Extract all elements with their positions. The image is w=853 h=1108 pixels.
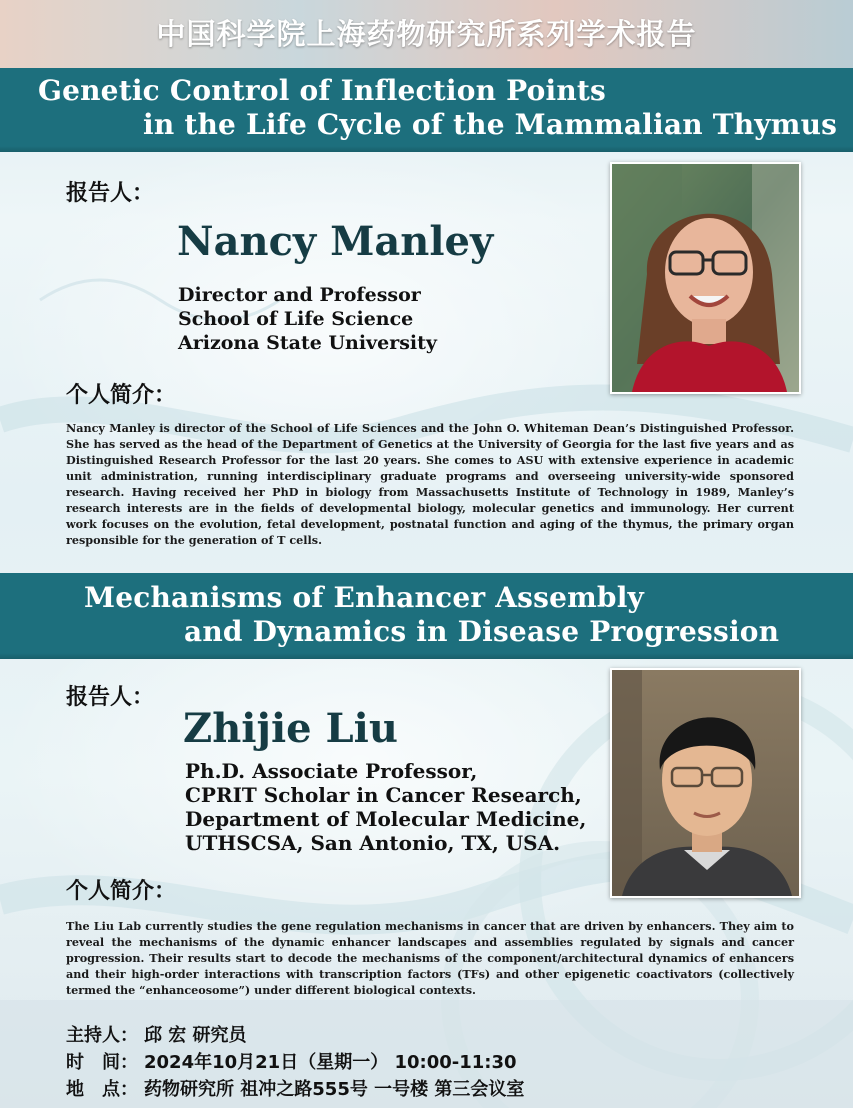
time-row bbox=[66, 1048, 517, 1074]
talk1-bio-text: Nancy Manley is director of the School of Life Sciences and the John O. Whiteman Dean’s Distinguished Professor. She has served as the head of the Department of Genetics at the University of Georgia for the last five years and as Distinguished Research Professor for the last 20 years. She comes to ASU with extensive experience in academic unit administration, running interdisciplinary graduate programs and overseeing university-wide sponsored research. Having received her PhD in biology from Massachusetts Institute of Technology in 1989, Manley’s research interests are in the fields of developmental biology, molecular genetics and immunology. Her current work focuses on the evolution, fetal development, postnatal function and aging of the thymus, the primary organ responsible for the generation of T cells. bbox=[66, 421, 794, 547]
place-label: 地 点： bbox=[66, 1079, 138, 1100]
talk1-affiliation-line1: Director and Professor bbox=[178, 284, 421, 306]
talk1-title-band bbox=[0, 68, 853, 152]
speaker2-photo bbox=[610, 668, 801, 898]
time-label: 时 间： bbox=[66, 1052, 138, 1073]
talk1-speaker-name: Nancy Manley bbox=[177, 218, 494, 265]
host-row bbox=[66, 1021, 247, 1047]
talk1-speaker-label: 报告人： bbox=[66, 181, 155, 206]
header-banner: 中国科学院上海药物研究所系列学术报告 bbox=[156, 17, 697, 51]
talk1-title-line1: Genetic Control of Inflection Points bbox=[38, 74, 607, 107]
talk2-affiliation-line1: Ph.D. Associate Professor, bbox=[185, 759, 478, 783]
place-value: 药物研究所 祖冲之路555号 一号楼 第三会议室 bbox=[144, 1079, 525, 1100]
talk2-affiliation-line3: Department of Molecular Medicine, bbox=[185, 807, 587, 831]
place-row bbox=[66, 1075, 524, 1101]
host-value: 邱 宏 研究员 bbox=[144, 1025, 247, 1046]
talk2-title-line2: and Dynamics in Disease Progression bbox=[184, 615, 780, 648]
talk2-title-line1: Mechanisms of Enhancer Assembly bbox=[84, 581, 645, 614]
talk2-speaker-label: 报告人： bbox=[66, 685, 155, 710]
talk2-title-band bbox=[0, 573, 853, 659]
talk1-affiliation-line2: School of Life Science bbox=[178, 308, 414, 330]
talk2-bio-text: The Liu Lab currently studies the gene regulation mechanisms in cancer that are driven by enhancers. They aim to reveal the mechanisms of the dynamic enhancer landscapes and assemblies regulated by signals and cancer progression. Their results start to decode the mechanisms of the component/architectural dynamics of enhancers and their high-order interactions with transcription factors (TFs) and other epigenetic coactivators (collectively termed the “enhanceosome”) under different biological contexts. bbox=[66, 919, 794, 997]
speaker1-photo bbox=[610, 162, 801, 394]
talk2-affiliation-line2: CPRIT Scholar in Cancer Research, bbox=[185, 783, 582, 807]
talk2-speaker-name: Zhijie Liu bbox=[183, 705, 398, 752]
talk2-bio-label: 个人简介： bbox=[66, 879, 177, 904]
talk2-affiliation-line4: UTHSCSA, San Antonio, TX, USA. bbox=[185, 831, 561, 855]
host-label: 主持人： bbox=[66, 1025, 138, 1046]
talk1-bio-label: 个人简介： bbox=[66, 383, 177, 408]
time-value: 2024年10月21日（星期一） 10:00-11:30 bbox=[144, 1052, 517, 1073]
talk1-title-line2: in the Life Cycle of the Mammalian Thymus bbox=[143, 108, 838, 141]
talk1-affiliation-line3: Arizona State University bbox=[178, 332, 437, 354]
